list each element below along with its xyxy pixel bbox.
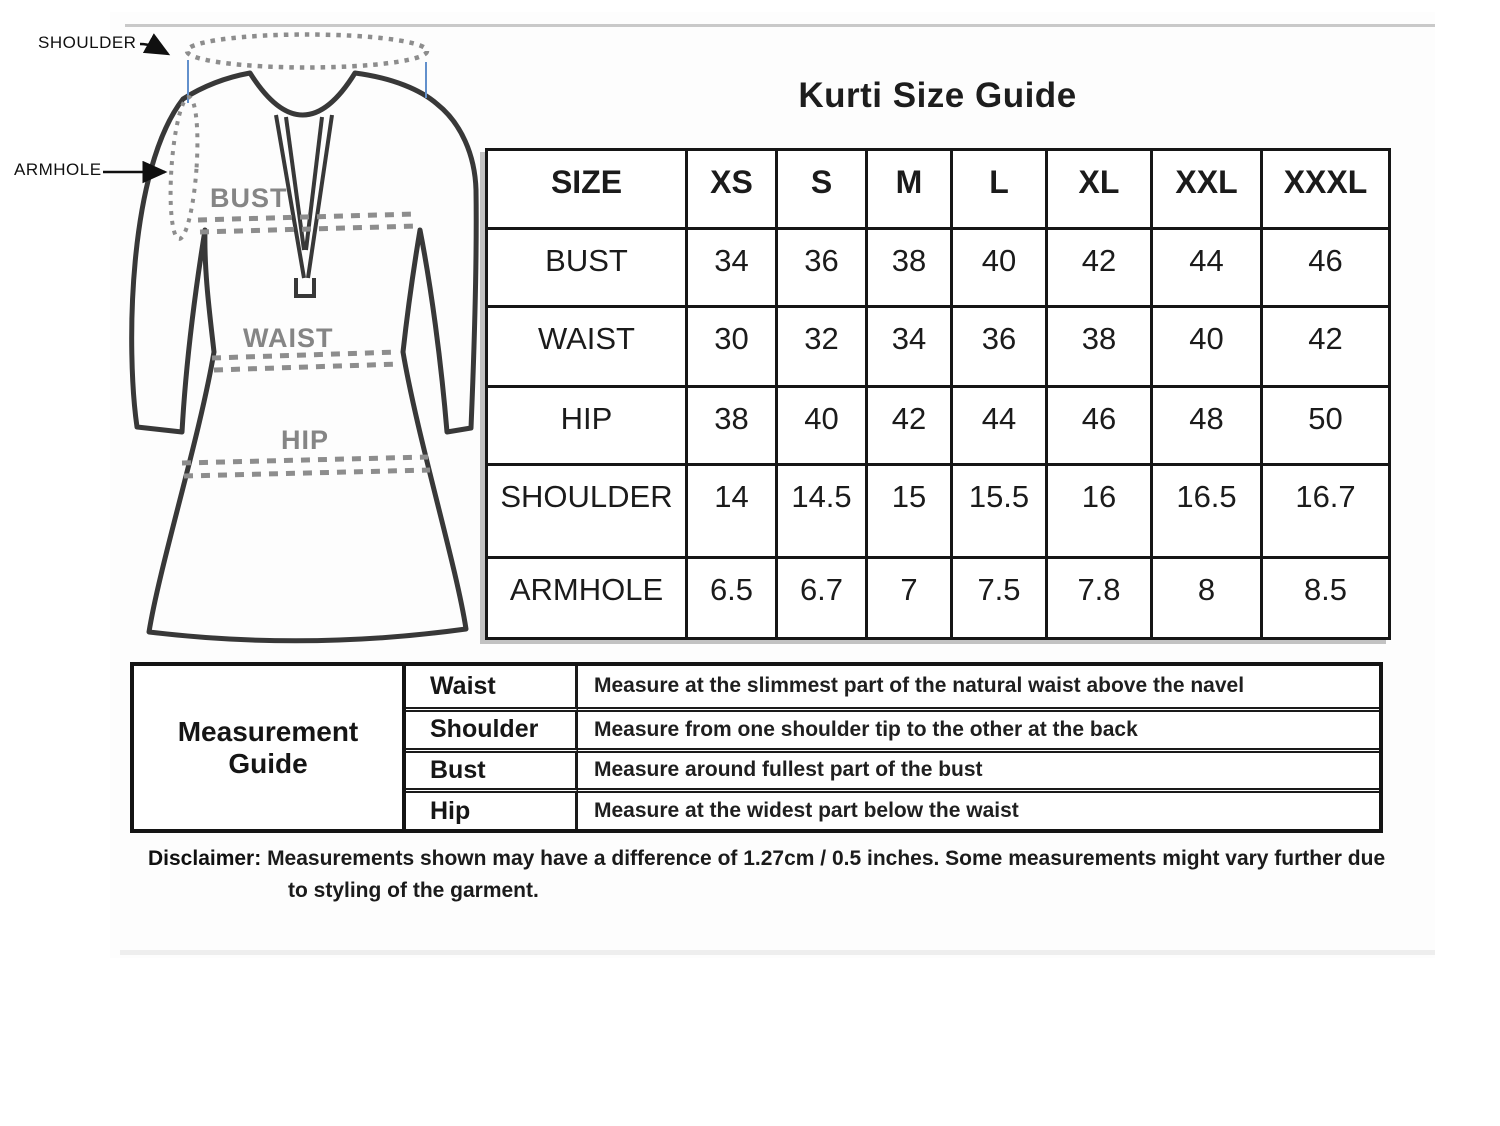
armhole-callout-label: ARMHOLE bbox=[14, 160, 102, 179]
row-label: BUST bbox=[487, 229, 687, 307]
size-cell: 15.5 bbox=[952, 465, 1047, 558]
size-cell: 44 bbox=[1152, 229, 1262, 307]
size-col-header: S bbox=[777, 150, 867, 229]
size-cell: 14 bbox=[687, 465, 777, 558]
size-cell: 15 bbox=[867, 465, 952, 558]
size-cell: 44 bbox=[952, 387, 1047, 465]
table-row bbox=[487, 307, 1390, 387]
disclaimer-text bbox=[148, 843, 1403, 906]
shoulder-callout-label: SHOULDER bbox=[38, 33, 137, 52]
size-cell: 6.5 bbox=[687, 558, 777, 639]
measure-description: Measure from one shoulder tip to the other at the back bbox=[578, 707, 1379, 748]
size-cell: 46 bbox=[1262, 229, 1390, 307]
size-col-header: XL bbox=[1047, 150, 1152, 229]
size-cell: 16.7 bbox=[1262, 465, 1390, 558]
size-cell: 36 bbox=[777, 229, 867, 307]
measure-part-label: Shoulder bbox=[406, 707, 578, 748]
size-cell: 14.5 bbox=[777, 465, 867, 558]
kurti-measurement-diagram bbox=[0, 0, 500, 660]
size-cell: 38 bbox=[867, 229, 952, 307]
size-table-header-row bbox=[487, 150, 1390, 229]
size-cell: 30 bbox=[687, 307, 777, 387]
size-cell: 34 bbox=[867, 307, 952, 387]
size-cell: 16 bbox=[1047, 465, 1152, 558]
size-cell: 34 bbox=[687, 229, 777, 307]
size-cell: 7 bbox=[867, 558, 952, 639]
page-title: Kurti Size Guide bbox=[798, 76, 1077, 115]
waist-diagram-label: WAIST bbox=[243, 323, 334, 353]
size-cell: 38 bbox=[687, 387, 777, 465]
bottom-divider-line bbox=[120, 950, 1435, 955]
measure-description: Measure at the widest part below the waist bbox=[578, 788, 1379, 829]
size-cell: 36 bbox=[952, 307, 1047, 387]
size-cell: 38 bbox=[1047, 307, 1152, 387]
measure-part-label: Waist bbox=[406, 666, 578, 707]
size-cell: 50 bbox=[1262, 387, 1390, 465]
size-cell: 32 bbox=[777, 307, 867, 387]
table-row bbox=[487, 558, 1390, 639]
row-label: ARMHOLE bbox=[487, 558, 687, 639]
size-cell: 48 bbox=[1152, 387, 1262, 465]
table-row bbox=[487, 465, 1390, 558]
row-label: WAIST bbox=[487, 307, 687, 387]
row-label: HIP bbox=[487, 387, 687, 465]
size-cell: 8 bbox=[1152, 558, 1262, 639]
hip-diagram-label: HIP bbox=[281, 425, 330, 455]
shoulder-arrow bbox=[140, 44, 168, 54]
size-cell: 42 bbox=[867, 387, 952, 465]
table-row bbox=[487, 387, 1390, 465]
size-cell: 40 bbox=[1152, 307, 1262, 387]
size-cell: 42 bbox=[1262, 307, 1390, 387]
row-label: SHOULDER bbox=[487, 465, 687, 558]
size-cell: 40 bbox=[777, 387, 867, 465]
measurement-guide-table bbox=[130, 662, 1383, 833]
disclaimer-body: Measurements shown may have a difference of 1.27cm / 0.5 inches. Some measurements might vary further due to styling of the garment. bbox=[261, 847, 1386, 902]
size-cell: 40 bbox=[952, 229, 1047, 307]
size-cell: 8.5 bbox=[1262, 558, 1390, 639]
size-col-header: L bbox=[952, 150, 1047, 229]
size-col-header: XXXL bbox=[1262, 150, 1390, 229]
size-cell: 7.5 bbox=[952, 558, 1047, 639]
measure-description: Measure around fullest part of the bust bbox=[578, 748, 1379, 789]
size-cell: 7.8 bbox=[1047, 558, 1152, 639]
disclaimer-label: Disclaimer: bbox=[148, 847, 262, 870]
measure-part-label: Bust bbox=[406, 748, 578, 789]
size-cell: 6.7 bbox=[777, 558, 867, 639]
measurement-guide-title: Measurement Guide bbox=[134, 666, 406, 829]
measure-part-label: Hip bbox=[406, 788, 578, 829]
size-col-header: XXL bbox=[1152, 150, 1262, 229]
size-col-header: M bbox=[867, 150, 952, 229]
size-cell: 46 bbox=[1047, 387, 1152, 465]
table-row bbox=[487, 229, 1390, 307]
size-cell: 16.5 bbox=[1152, 465, 1262, 558]
size-table bbox=[485, 148, 1391, 640]
bust-diagram-label: BUST bbox=[210, 183, 288, 213]
size-col-header: SIZE bbox=[487, 150, 687, 229]
measure-description: Measure at the slimmest part of the natural waist above the navel bbox=[594, 674, 1245, 698]
shoulder-measure-ellipse bbox=[187, 35, 427, 68]
size-col-header: XS bbox=[687, 150, 777, 229]
size-cell: 42 bbox=[1047, 229, 1152, 307]
